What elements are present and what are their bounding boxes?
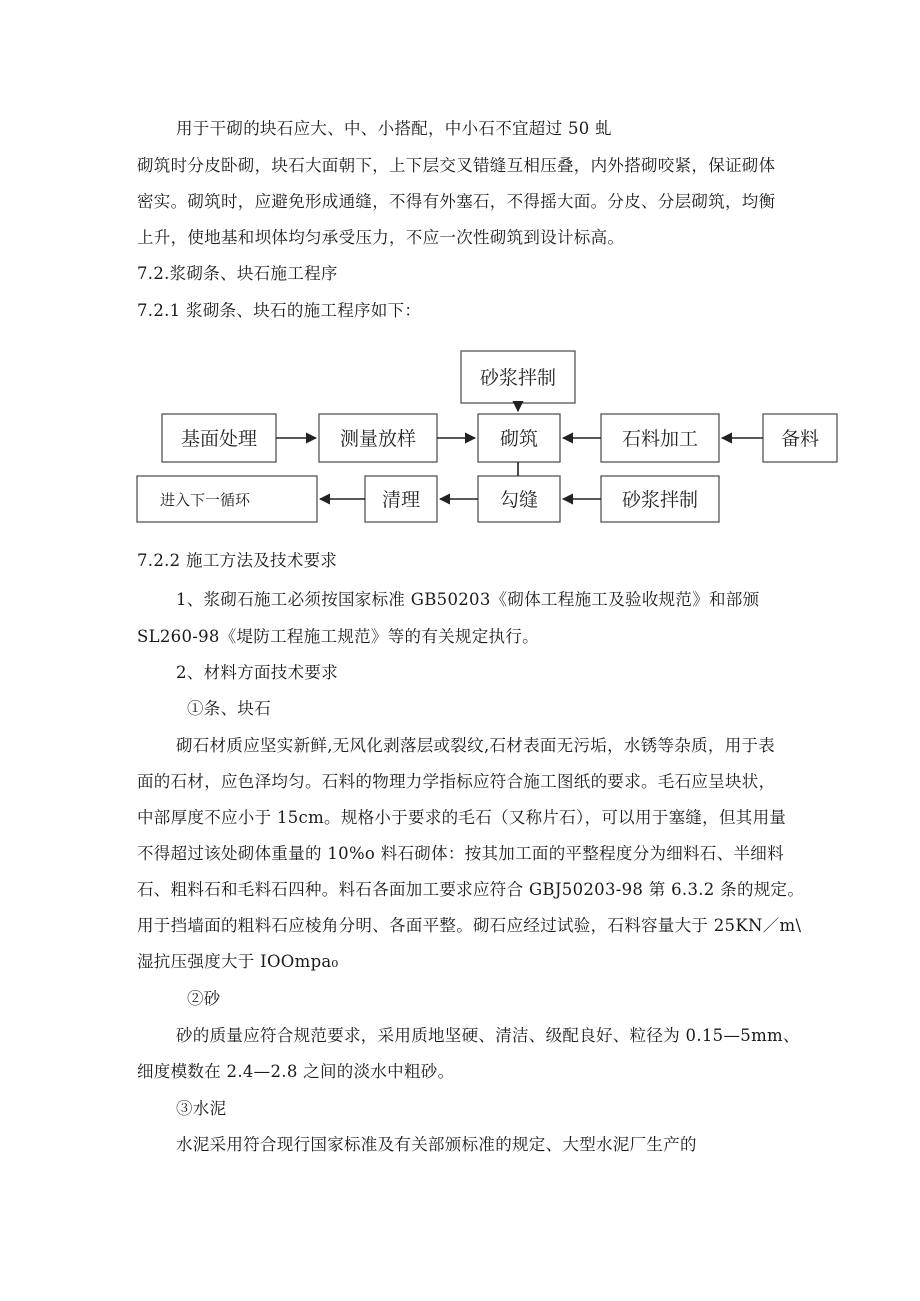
item1-line-1: 1、浆砌石施工必须按国家标准 GB50203《砌体工程施工及验收规范》和部颁 [176,590,760,609]
sub1-line-2: 面的石材，应色泽均匀。石料的物理力学指标应符合施工图纸的要求。毛石应呈块状， [137,772,776,791]
label-stone-processing: 石料加工 [621,428,699,450]
heading-7-2-2: 7.2.2 施工方法及技术要求 [137,551,338,570]
sub3-line-1: 水泥采用符合现行国家标准及有关部颁标准的规定、大型水泥厂生产的 [176,1135,697,1154]
sub2-line-1: 砂的质量应符合规范要求，采用质地坚硬、清洁、级配良好、粒径为 0.15—5mm、 [176,1026,800,1045]
label-survey: 测量放样 [339,428,417,450]
intro-line-4: 上升，使地基和坝体均匀承受压力，不应一次性砌筑到设计标高。 [137,228,625,247]
heading-7-2: 7.2.浆砌条、块石施工程序 [137,264,338,283]
intro-line-2: 砌筑时分皮卧砌，块石大面朝下，上下层交叉错缝互相压叠，内外搭砌咬紧，保证砌体 [137,156,776,175]
sub1-line-3: 中部厚度不应小于 15cm。规格小于要求的毛石（又称片石），可以用于塞缝，但其用量 [137,808,787,827]
label-masonry: 砌筑 [499,428,539,450]
sub1-line-6: 用于挡墙面的粗料石应棱角分明、各面平整。砌石应经过试验，石料容量大于 25KN／m\ [137,916,802,935]
label-pointing: 勾缝 [499,489,539,511]
intro-line-3: 密实。砌筑时，应避免形成通缝，不得有外塞石，不得摇大面。分皮、分层砌筑，均衡 [137,192,776,211]
label-base-treatment: 基面处理 [180,428,258,450]
sub1-line-5: 石、粗料石和毛料石四种。料石各面加工要求应符合 GBJ50203-98 第 6.3.2 条的规定。 [137,880,805,899]
sub2-title: ②砂 [187,989,221,1008]
item2-title: 2、材料方面技术要求 [176,663,338,682]
sub2-line-2: 细度模数在 2.4—2.8 之间的淡水中粗砂。 [137,1062,455,1081]
sub1-title: ①条、块石 [187,699,271,718]
label-next-cycle: 进入下一循环 [159,491,251,509]
sub1-line-7: 湿抗压强度大于 IOOmpa₀ [137,952,339,971]
sub1-line-4: 不得超过该处砌体重量的 10%o 料石砌体：按其加工面的平整程度分为细料石、半细料 [137,844,784,863]
intro-line-1: 用于干砌的块石应大、中、小搭配，中小石不宜超过 50 虬 [176,119,612,138]
label-prepare-material: 备料 [780,428,820,450]
sub1-line-1: 砌石材质应坚实新鲜,无风化剥落层或裂纹,石材表面无污垢，水锈等杂质，用于表 [176,736,776,755]
label-clean: 清理 [381,489,421,511]
sub3-title: ③水泥 [176,1099,227,1118]
label-mortar-top: 砂浆拌制 [479,367,557,389]
heading-7-2-1: 7.2.1 浆砌条、块石的施工程序如下： [137,301,422,320]
construction-flowchart [0,0,920,560]
label-mortar-bottom: 砂浆拌制 [621,489,699,511]
item1-line-2: SL260-98《堤防工程施工规范》等的有关规定执行。 [137,627,539,646]
